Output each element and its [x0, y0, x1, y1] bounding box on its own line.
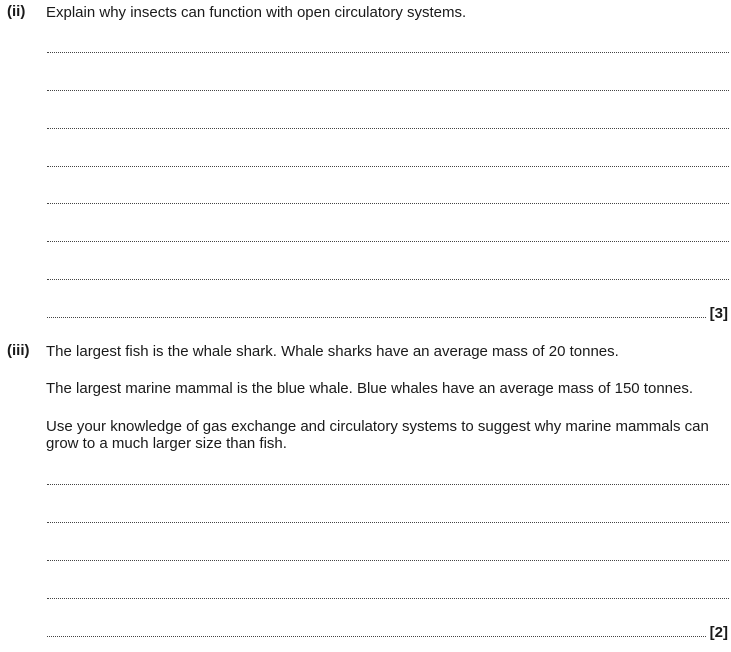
- question-number-iii: (iii): [7, 342, 30, 359]
- question-text-iii-p2: The largest marine mammal is the blue whale. Blue whales have an average mass of 150 tonnes.: [46, 380, 694, 397]
- answer-line[interactable]: [47, 166, 729, 167]
- answer-line[interactable]: [47, 279, 729, 280]
- marks-ii: [3]: [709, 305, 728, 322]
- question-text-iii-p1: The largest fish is the whale shark. Whale sharks have an average mass of 20 tonnes.: [46, 343, 619, 360]
- question-number-ii: (ii): [7, 3, 26, 20]
- answer-line[interactable]: [47, 52, 729, 53]
- answer-line[interactable]: [47, 128, 729, 129]
- answer-line[interactable]: [47, 241, 729, 242]
- marks-iii: [2]: [709, 624, 728, 641]
- question-text-iii-p3: Use your knowledge of gas exchange and circulatory systems to suggest why marine mammals can grow to a much larger size than fish.: [46, 418, 709, 452]
- answer-line[interactable]: [47, 598, 729, 599]
- answer-line[interactable]: [47, 317, 706, 318]
- answer-line[interactable]: [47, 522, 729, 523]
- answer-line[interactable]: [47, 560, 729, 561]
- answer-line[interactable]: [47, 90, 729, 91]
- answer-line[interactable]: [47, 484, 729, 485]
- answer-line[interactable]: [47, 636, 706, 637]
- answer-line[interactable]: [47, 203, 729, 204]
- question-text-ii: Explain why insects can function with open circulatory systems.: [46, 4, 467, 21]
